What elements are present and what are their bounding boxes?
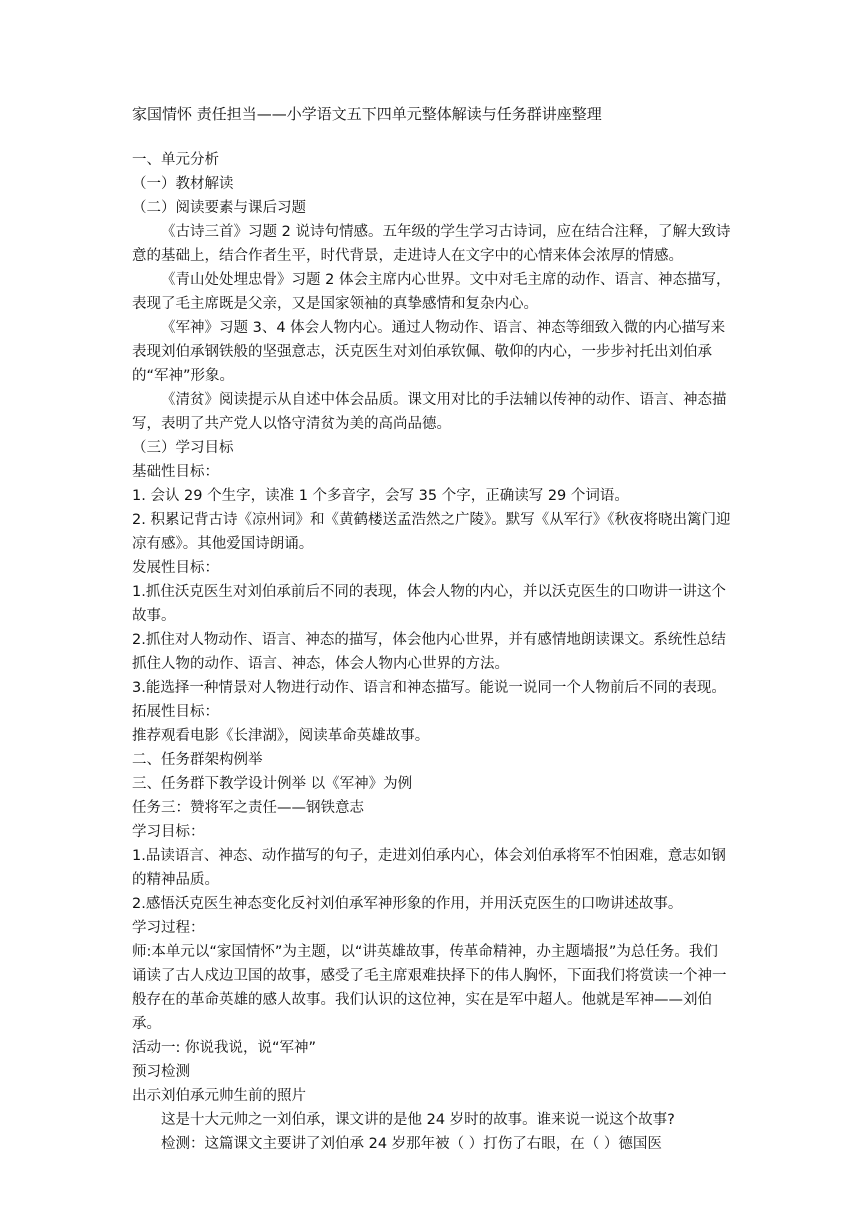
extension-goal-1: 推荐观看电影《长津湖》，阅读革命英雄故事。 xyxy=(132,728,430,744)
teacher-intro-paragraph: 师:本单元以“家国情怀”为主题，以“讲英雄故事，传革命精神，办主题墙报”为总任务。我们诵读了古人戍边卫国的故事，感受了毛主席艰难抉择下的伟人胸怀，下面我们将赏读一个神一般存在的革命英雄的感人故事。我们认识的这位神，实在是军中超人。他就是军神——刘伯承。 xyxy=(132,944,727,1032)
check-question: 检测：这篇课文主要讲了刘伯承 24 岁那年被（ ）打伤了右眼，在（ ）德国医 xyxy=(161,1136,662,1152)
activity-one: 活动一: 你说我说，说“军神” xyxy=(132,1040,317,1056)
development-goal-3: 3.能选择一种情景对人物进行动作、语言和神态描写。能说一说同一个人物前后不同的表现。 xyxy=(132,680,726,696)
basic-goal-1: 1. 会认 29 个生字，读准 1 个多音字，会写 35 个字，正确读写 29 个词语。 xyxy=(132,488,629,504)
development-goal-1: 1.抓住沃克医生对刘伯承前后不同的表现，体会人物的内心，并以沃克医生的口吻讲一讲这个故事。 xyxy=(132,584,726,624)
learning-goal-1: 1.品读语言、神态、动作描写的句子，走进刘伯承内心，体会刘伯承将军不怕困难，意志如钢的精神品质。 xyxy=(132,848,726,888)
label-basic-goals: 基础性目标： xyxy=(132,464,219,480)
document-title: 家国情怀 责任担当——小学语文五下四单元整体解读与任务群讲座整理 xyxy=(132,105,602,123)
label-learning-process: 学习过程： xyxy=(132,920,205,936)
heading-unit-analysis: 一、单元分析 xyxy=(132,152,219,168)
heading-task-structure: 二、任务群架构例举 xyxy=(132,752,263,768)
task-three: 任务三：赞将军之责任——钢铁意志 xyxy=(132,800,364,816)
subheading-learning-goals: （三）学习目标 xyxy=(132,440,234,456)
basic-goal-2: 2. 积累记背古诗《凉州词》和《黄鹤楼送孟浩然之广陵》。默写《从军行》《秋夜将晓出篱门迎凉有感》。其他爱国诗朗诵。 xyxy=(132,512,731,552)
label-learning-goals: 学习目标： xyxy=(132,824,205,840)
document-page xyxy=(132,100,732,1156)
heading-teaching-design: 三、任务群下教学设计例举 以《军神》为例 xyxy=(132,776,413,792)
show-photo: 出示刘伯承元帅生前的照片 xyxy=(132,1088,306,1104)
paragraph-qingshan: 《青山处处埋忠骨》习题 2 体会主席内心世界。文中对毛主席的动作、语言、神态描写，表现了毛主席既是父亲，又是国家领袖的真挚感情和复杂内心。 xyxy=(132,272,731,312)
paragraph-qingpin: 《清贫》阅读提示从自述中体会品质。课文用对比的手法辅以传神的动作、语言、神态描写，表明了共产党人以恪守清贫为美的高尚品德。 xyxy=(132,392,727,432)
preview-check: 预习检测 xyxy=(132,1064,190,1080)
development-goal-2: 2.抓住对人物动作、语言、神态的描写，体会他内心世界，并有感情地朗读课文。系统性总结抓住人物的动作、语言、神态，体会人物内心世界的方法。 xyxy=(132,632,726,672)
label-extension-goals: 拓展性目标： xyxy=(132,704,219,720)
intro-question: 这是十大元帅之一刘伯承，课文讲的是他 24 岁时的故事。谁来说一说这个故事? xyxy=(161,1112,675,1128)
label-development-goals: 发展性目标： xyxy=(132,560,219,576)
paragraph-ancient-poems: 《古诗三首》习题 2 说诗句情感。五年级的学生学习古诗词，应在结合注释，了解大致诗意的基础上，结合作者生平，时代背景，走进诗人在文字中的心情来体会浓厚的情感。 xyxy=(132,224,731,264)
subheading-textbook: （一）教材解读 xyxy=(132,176,234,192)
subheading-reading-elements: （二）阅读要素与课后习题 xyxy=(132,200,306,216)
paragraph-junshen: 《军神》习题 3、4 体会人物内心。通过人物动作、语言、神态等细致入微的内心描写来表现刘伯承钢铁般的坚强意志，沃克医生对刘伯承钦佩、敬仰的内心，一步步衬托出刘伯承的“军神”形象。 xyxy=(132,320,726,384)
learning-goal-2: 2.感悟沃克医生神态变化反衬刘伯承军神形象的作用，并用沃克医生的口吻讲述故事。 xyxy=(132,896,683,912)
